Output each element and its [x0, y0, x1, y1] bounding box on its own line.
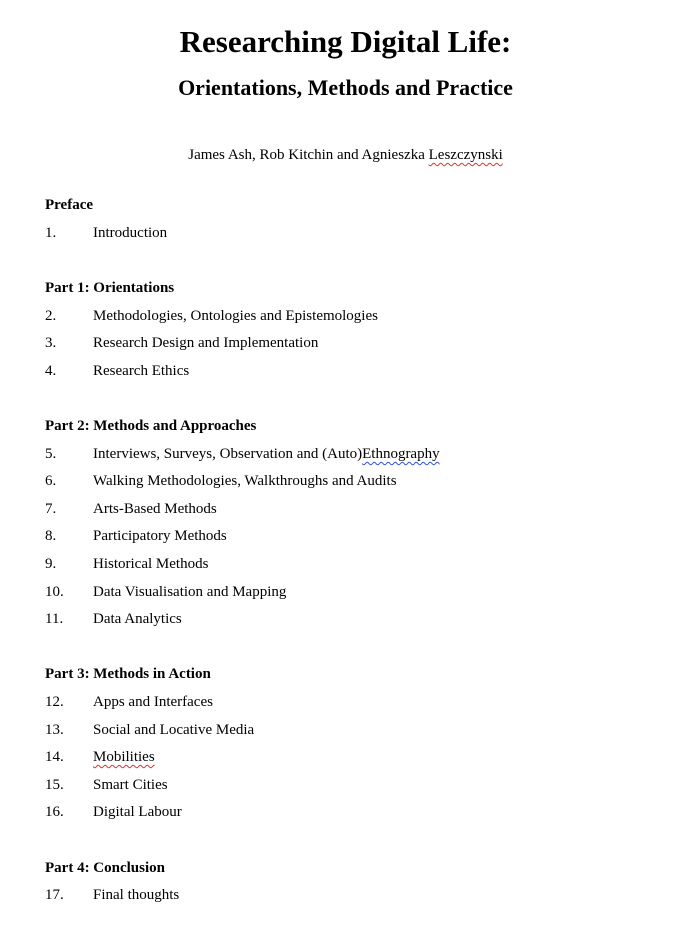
toc-item-number: 10. — [45, 584, 64, 600]
toc-item-number: 6. — [45, 473, 57, 489]
toc-item-number: 1. — [45, 225, 57, 241]
toc-item-title: Data Visualisation and Mapping — [93, 584, 287, 600]
grammar-flagged-word: Ethnography — [362, 446, 440, 462]
toc-item-title: Data Analytics — [93, 611, 182, 627]
toc-item-number: 17. — [45, 887, 64, 903]
toc-item-title-text: Interviews, Surveys, Observation and (Auto) — [93, 446, 363, 462]
toc-item-title — [93, 444, 440, 464]
toc-item-number: 11. — [45, 611, 64, 627]
section-heading-part-2: Part 2: Methods and Approaches — [45, 418, 257, 434]
toc-item-number: 5. — [45, 446, 57, 462]
section-heading-part-4: Part 4: Conclusion — [45, 860, 165, 876]
toc-item-number: 14. — [45, 749, 64, 765]
toc-item-title — [93, 747, 155, 767]
authors-text: James Ash, Rob Kitchin and Agnieszka — [188, 147, 429, 163]
toc-item-number: 12. — [45, 694, 64, 710]
toc-item-number: 3. — [45, 335, 57, 351]
toc-item-number: 13. — [45, 722, 64, 738]
toc-item-title: Research Design and Implementation — [93, 335, 319, 351]
toc-item-title: Walking Methodologies, Walkthroughs and Audits — [93, 473, 397, 489]
toc-item-number: 2. — [45, 308, 57, 324]
spellcheck-flagged-word: Mobilities — [93, 749, 155, 765]
toc-item-title: Historical Methods — [93, 556, 209, 572]
toc-item-title: Research Ethics — [93, 363, 190, 379]
toc-item-title: Arts-Based Methods — [93, 501, 217, 517]
toc-item-title: Introduction — [93, 225, 168, 241]
document-title: Researching Digital Life: — [179, 24, 512, 59]
toc-item-number: 4. — [45, 363, 57, 379]
section-heading-preface: Preface — [45, 197, 94, 213]
toc-item-title: Apps and Interfaces — [93, 694, 213, 710]
toc-item-title: Smart Cities — [93, 777, 168, 793]
document-subtitle: Orientations, Methods and Practice — [178, 75, 513, 100]
section-heading-part-3: Part 3: Methods in Action — [45, 666, 211, 682]
toc-item-title: Participatory Methods — [93, 528, 227, 544]
section-heading-part-1: Part 1: Orientations — [45, 280, 175, 296]
spellcheck-flagged-surname: Leszczynski — [428, 147, 503, 163]
toc-item-number: 15. — [45, 777, 64, 793]
author-line — [0, 145, 683, 165]
toc-item-title: Methodologies, Ontologies and Epistemologies — [93, 308, 378, 324]
toc-item-number: 7. — [45, 501, 57, 517]
toc-item-title: Final thoughts — [93, 887, 180, 903]
toc-item-title: Digital Labour — [93, 804, 182, 820]
toc-item-title: Social and Locative Media — [93, 722, 255, 738]
toc-item-number: 16. — [45, 804, 64, 820]
toc-item-number: 9. — [45, 556, 57, 572]
toc-item-number: 8. — [45, 528, 57, 544]
